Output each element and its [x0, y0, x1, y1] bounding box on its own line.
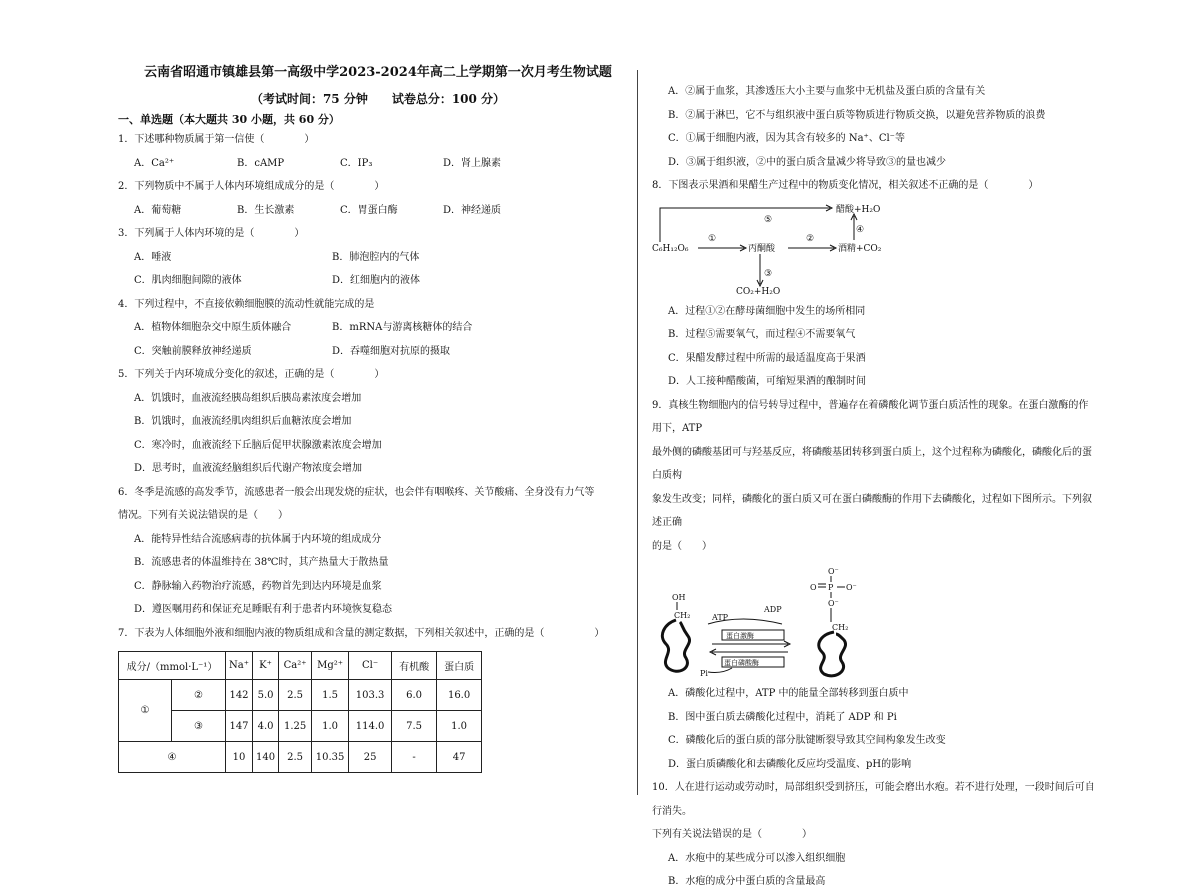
table-row-label: ④: [119, 742, 226, 773]
table-cell: 1.5: [312, 680, 349, 711]
pi-label: Pi: [700, 669, 708, 678]
o-minus-right: O⁻: [846, 583, 857, 592]
question-6: [118, 481, 638, 622]
fermentation-diagram: [652, 198, 892, 300]
left-column: [118, 56, 638, 773]
step-4-label: ④: [856, 224, 865, 235]
question-stem: 2．下列物质中不属于人体内环境组成成分的是（ ）: [118, 181, 385, 192]
question-1: [118, 128, 638, 175]
option-d: D．吞噬细胞对抗原的摄取: [332, 345, 451, 357]
question-7: [118, 622, 638, 774]
section-heading: 一、单选题（本大题共 30 小题，共 60 分）: [118, 113, 340, 126]
option-d: D．③属于组织液，②中的蛋白质含量减少将导致③的量也减少: [668, 156, 947, 168]
question-7-options: [652, 80, 1097, 174]
table-header-cell: Na⁺: [226, 652, 253, 680]
table-cell: 103.3: [349, 680, 392, 711]
table-row: [119, 711, 482, 742]
question-5: [118, 363, 638, 481]
acetic-label: 醋酸+H₂O: [836, 204, 881, 215]
step-3-label: ③: [764, 268, 773, 279]
question-8: [652, 174, 1097, 394]
step-5-label: ⑤: [764, 214, 773, 225]
option-b: B．图中蛋白质去磷酸化过程中，消耗了 ADP 和 Pi: [668, 711, 897, 723]
table-cell: 1.0: [437, 711, 482, 742]
glucose-label: C₆H₁₂O₆: [652, 243, 689, 254]
option-b: B．cAMP: [237, 157, 285, 169]
right-column: [652, 80, 1097, 894]
option-a: A．饥饿时，血液流经胰岛组织后胰岛素浓度会增加: [134, 392, 362, 404]
ch2-right-label: CH₂: [832, 623, 849, 632]
co2-water-label: CO₂+H₂O: [736, 286, 781, 297]
option-a: A．磷酸化过程中，ATP 中的能量全部转移到蛋白质中: [668, 688, 909, 699]
option-c: C．肌肉细胞间隙的液体: [134, 275, 242, 286]
question-stem: 9．真核生物细胞内的信号转导过程中，普遍存在着磷酸化调节蛋白质活性的现象。在蛋白激酶的作用下，ATP: [652, 399, 1089, 434]
option-a: A．过程①②在酵母菌细胞中发生的场所相同: [668, 305, 866, 317]
option-b: B．肺泡腔内的气体: [332, 251, 420, 263]
question-stem: 1．下述哪种物质属于第一信使（ ）: [118, 134, 315, 145]
option-a: A．水疱中的某些成分可以渗入组织细胞: [668, 852, 846, 864]
phosphorylation-diagram: [652, 564, 902, 682]
table-cell: 10: [226, 742, 253, 773]
table-cell: 147: [226, 711, 253, 742]
exam-title: 云南省昭通市镇雄县第一高级中学2023-2024年高二上学期第一次月考生物试题: [144, 65, 612, 80]
option-b: B．生长激素: [237, 204, 295, 216]
table-cell: 10.35: [312, 742, 349, 773]
option-a: A．Ca²⁺: [134, 157, 175, 169]
question-stem: 6．冬季是流感的高发季节，流感患者一般会出现发烧的症状，也会伴有咽喉疼、关节酸痛、全身没有力气等: [118, 486, 595, 498]
option-a: A．②属于血浆，其渗透压大小主要与血浆中无机盐及蛋白质的含量有关: [668, 86, 986, 97]
o-minus-top: O⁻: [828, 567, 839, 576]
hydroxyl-label: OH: [672, 593, 686, 602]
table-header-cell: 蛋白质: [437, 652, 482, 680]
option-c: C．突触前膜释放神经递质: [134, 345, 252, 357]
alcohol-label: 酒精+CO₂: [838, 243, 882, 254]
table-row: [119, 742, 482, 773]
option-c: C．果醋发酵过程中所需的最适温度高于果酒: [668, 352, 866, 364]
option-c: C．IP₃: [340, 157, 373, 169]
question-stem: 8．下图表示果酒和果醋生产过程中的物质变化情况，相关叙述不正确的是（ ）: [652, 180, 1039, 191]
table-cell: 47: [437, 742, 482, 773]
pyruvate-label: 丙酮酸: [748, 243, 776, 254]
option-b: B．水疱的成分中蛋白质的含量最高: [668, 876, 826, 887]
table-cell: 5.0: [253, 680, 279, 711]
option-b: B．mRNA与游离核糖体的结合: [332, 322, 473, 333]
table-group-cell: ①: [119, 680, 172, 742]
question-stem: 4．下列过程中，不直接依赖细胞膜的流动性就能完成的是: [118, 298, 375, 310]
o-minus-bottom: O⁻: [828, 599, 839, 608]
table-row-label: ③: [172, 711, 226, 742]
question-stem: 3．下列属于人体内环境的是（ ）: [118, 228, 305, 239]
table-cell: 16.0: [437, 680, 482, 711]
table-cell: 114.0: [349, 711, 392, 742]
option-c: C．静脉输入药物治疗流感，药物首先到达内环境是血浆: [134, 580, 382, 592]
table-cell: 2.5: [279, 680, 312, 711]
table-header-cell: K⁺: [253, 652, 279, 680]
option-d: D．神经递质: [443, 204, 502, 216]
table-cell: 2.5: [279, 742, 312, 773]
option-d: D．蛋白质磷酸化和去磷酸化反应均受温度、pH的影响: [668, 758, 912, 770]
option-c: C．磷酸化后的蛋白质的部分肽键断裂导致其空间构象发生改变: [668, 735, 946, 746]
ch2-left-label: CH₂: [674, 611, 691, 620]
pi-arc: [708, 668, 732, 673]
question-stem: 7．下表为人体细胞外液和细胞内液的物质组成和含量的测定数据，下列相关叙述中，正确的是（ ）: [118, 627, 605, 639]
table-cell: 142: [226, 680, 253, 711]
question-2: [118, 175, 638, 222]
question-stem: 10．人在进行运动或劳动时，局部组织受到挤压，可能会磨出水疱。若不进行处理，一段时间后可自行消失。: [652, 782, 1095, 817]
table-row-label: ②: [172, 680, 226, 711]
question-4: [118, 293, 638, 364]
table-cell: 7.5: [392, 711, 437, 742]
option-a: A．能特异性结合流感病毒的抗体属于内环境的组成成分: [134, 533, 382, 545]
table-cell: 140: [253, 742, 279, 773]
exam-subtitle: （考试时间：75 分钟 试卷总分：100 分）: [250, 92, 506, 106]
table-header-cell: 成分/（mmol·L⁻¹）: [119, 652, 226, 680]
option-a: A．唾液: [134, 251, 172, 263]
option-c: C．寒冷时，血液流经下丘脑后促甲状腺激素浓度会增加: [134, 439, 382, 451]
question-10: [652, 776, 1097, 894]
option-a: A．葡萄糖: [134, 204, 182, 216]
step-1-label: ①: [708, 233, 717, 244]
question-stem-cont: 的是（ ）: [652, 540, 712, 552]
question-stem-cont: 下列有关说法错误的是（ ）: [652, 829, 812, 840]
step-2-label: ②: [806, 233, 815, 244]
question-stem-cont: 情况。下列有关说法错误的是（ ）: [118, 510, 288, 521]
option-b: B．流感患者的体温维持在 38℃时，其产热量大于散热量: [134, 557, 389, 568]
table-header-row: [119, 652, 482, 680]
table-header-cell: 有机酸: [392, 652, 437, 680]
option-b: B．②属于淋巴，它不与组织液中蛋白质等物质进行物质交换，以避免营养物质的浪费: [668, 109, 1046, 121]
question-stem-cont: 象发生改变；同样，磷酸化的蛋白质又可在蛋白磷酸酶的作用下去磷酸化，过程如下图所示。下列叙述正确: [652, 493, 1092, 528]
phosphorus-label: P: [828, 583, 834, 592]
composition-table: [118, 651, 482, 773]
table-header-cell: Mg²⁺: [312, 652, 349, 680]
oxygen-label: O: [810, 583, 817, 592]
table-cell: 6.0: [392, 680, 437, 711]
table-cell: 25: [349, 742, 392, 773]
option-d: D．思考时，血液流经脑组织后代谢产物浓度会增加: [134, 463, 363, 474]
table-header-cell: Ca²⁺: [279, 652, 312, 680]
table-row: [119, 680, 482, 711]
option-b: B．过程⑤需要氧气，而过程④不需要氧气: [668, 329, 856, 340]
protein-right-icon: [819, 632, 846, 676]
table-header-cell: Cl⁻: [349, 652, 392, 680]
question-stem-cont: 最外侧的磷酸基团可与羟基反应，将磷酸基团转移到蛋白质上，这个过程称为磷酸化，磷酸化后的蛋白质构: [652, 446, 1092, 481]
option-b: B．饥饿时，血液流经肌肉组织后血糖浓度会增加: [134, 416, 352, 427]
option-d: D．人工接种醋酸菌，可缩短果酒的酿制时间: [668, 376, 867, 387]
option-c: C．胃蛋白酶: [340, 204, 398, 216]
option-d: D．红细胞内的液体: [332, 275, 421, 286]
question-9: [652, 394, 1097, 777]
arrow-5: [660, 208, 830, 242]
question-stem: 5．下列关于内环境成分变化的叙述，正确的是（ ）: [118, 369, 385, 380]
table-cell: 1.25: [279, 711, 312, 742]
option-d: D．肾上腺素: [443, 157, 502, 169]
table-cell: 1.0: [312, 711, 349, 742]
kinase-label: 蛋白激酶: [726, 632, 754, 640]
option-d: D．遵医嘱用药和保证充足睡眠有利于患者内环境恢复稳态: [134, 604, 393, 615]
question-3: [118, 222, 638, 293]
phosphatase-label: 蛋白磷酸酶: [724, 659, 759, 667]
table-cell: 4.0: [253, 711, 279, 742]
atp-label: ATP: [712, 613, 729, 622]
adp-label: ADP: [764, 605, 782, 614]
option-a: A．植物体细胞杂交中原生质体融合: [134, 322, 292, 333]
protein-left-icon: [662, 620, 689, 671]
option-c: C．①属于细胞内液，因为其含有较多的 Na⁺、Cl⁻等: [668, 133, 905, 144]
table-cell: -: [392, 742, 437, 773]
